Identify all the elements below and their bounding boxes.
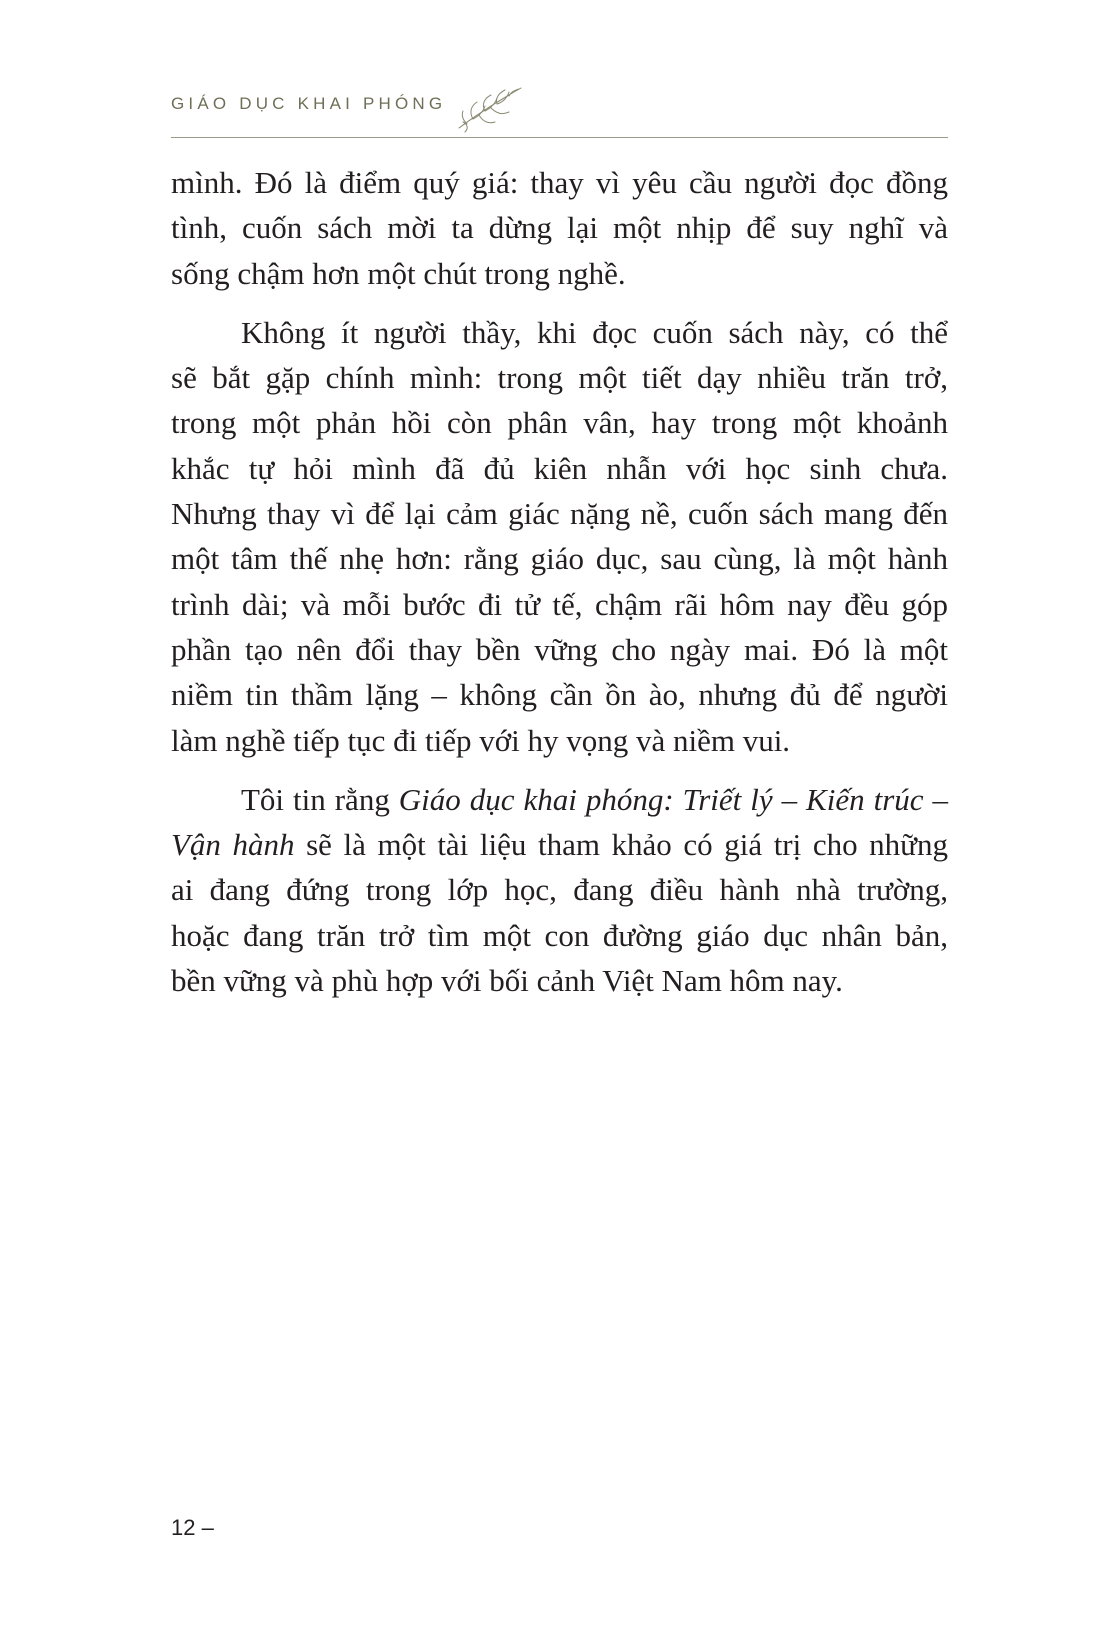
text-line: niềm tin thầm lặng – không cần ồn ào, nhưng đủ để người bbox=[171, 677, 948, 713]
book-title-italic: Vận hành bbox=[171, 827, 295, 863]
paragraph-1 bbox=[171, 160, 948, 296]
text-line: hoặc đang trăn trở tìm một con đường giáo dục nhân bản, bbox=[171, 917, 948, 953]
text-line: trình dài; và mỗi bước đi tử tế, chậm rãi hôm nay đều góp bbox=[171, 586, 948, 622]
header-rule bbox=[171, 137, 948, 138]
text-line: phần tạo nên đổi thay bền vững cho ngày mai. Đó là một bbox=[171, 631, 948, 667]
text-line bbox=[171, 777, 948, 822]
body-text bbox=[171, 160, 948, 1003]
text-line: sẽ bắt gặp chính mình: trong một tiết dạy nhiều trăn trở, bbox=[171, 360, 948, 396]
text-line: làm nghề tiếp tục đi tiếp với hy vọng và niềm vui. bbox=[171, 722, 791, 758]
text-line: trong một phản hồi còn phân vân, hay trong một khoảnh bbox=[171, 405, 948, 441]
paragraph-2 bbox=[171, 310, 948, 763]
paragraph-3 bbox=[171, 777, 948, 1003]
text-line: Không ít người thầy, khi đọc cuốn sách này, có thể bbox=[241, 314, 948, 350]
text-line: ai đang đứng trong lớp học, đang điều hành nhà trường, bbox=[171, 872, 948, 908]
text-line: tình, cuốn sách mời ta dừng lại một nhịp để suy nghĩ và bbox=[171, 210, 948, 246]
running-header-title: GIÁO DỤC KHAI PHÓNG bbox=[171, 94, 447, 113]
text-run: sẽ là một tài liệu tham khảo có giá trị cho những bbox=[294, 827, 948, 863]
text-run: Tôi tin rằng bbox=[241, 781, 399, 817]
text-line: Nhưng thay vì để lại cảm giác nặng nề, cuốn sách mang đến bbox=[171, 496, 948, 532]
text-line: sống chậm hơn một chút trong nghề. bbox=[171, 255, 626, 291]
text-line: mình. Đó là điểm quý giá: thay vì yêu cầu người đọc đồng bbox=[171, 165, 948, 200]
text-line bbox=[171, 822, 948, 867]
text-line: bền vững và phù hợp với bối cảnh Việt Nam hôm nay. bbox=[171, 963, 843, 999]
leaf-sprig-icon bbox=[455, 78, 525, 138]
page-number: 12 – bbox=[171, 1515, 214, 1540]
text-line: khắc tự hỏi mình đã đủ kiên nhẫn với học sinh chưa. bbox=[171, 450, 948, 486]
book-title-italic: Giáo dục khai phóng: Triết lý – Kiến trúc – bbox=[398, 781, 948, 817]
text-line: một tâm thế nhẹ hơn: rằng giáo dục, sau cùng, là một hành bbox=[171, 541, 948, 577]
